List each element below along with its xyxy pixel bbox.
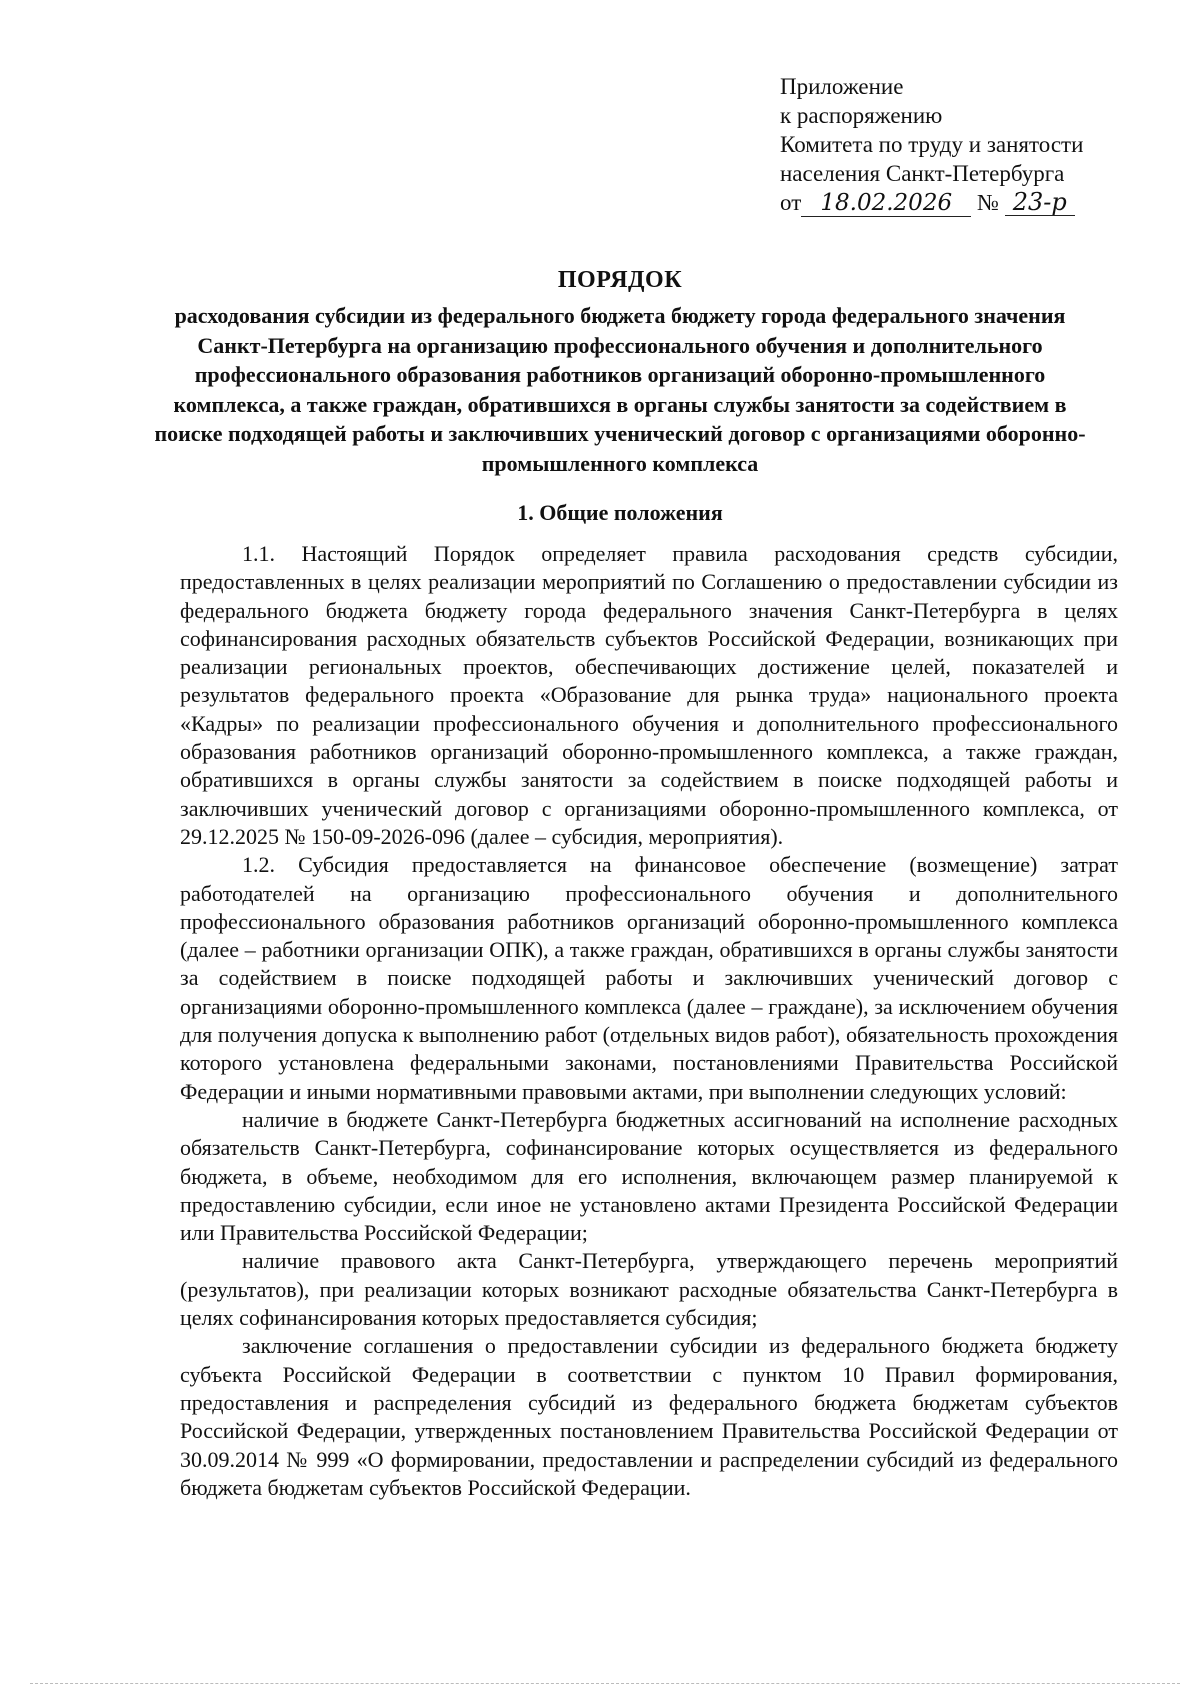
appendix-date-line — [780, 188, 1180, 217]
document-body — [180, 540, 1118, 1502]
section-heading: 1. Общие положения — [517, 500, 723, 525]
number-prefix: № — [977, 190, 999, 215]
appendix-line-2: к распоряжению — [780, 103, 943, 128]
appendix-line-3: Комитета по труду и занятости — [780, 132, 1084, 157]
handwritten-number: 23-р — [1005, 189, 1075, 216]
document-subtitle: расходования субсидии из федерального бюджета бюджету города федерального значения Санкт-Петербурга на организацию профессионального обучения и дополнительного профессионального образования работников организаций оборонно-промышленного комплекса, а также граждан, обратившихся в органы службы занятости за содействием в поиске подходящей работы и заключивших ученический договор с организациями оборонно-промышленного комплекса — [154, 303, 1086, 476]
scan-footer-line — [30, 1683, 1180, 1684]
handwritten-date: 18.02.2026 — [801, 190, 971, 217]
condition-paragraph-1: наличие в бюджете Санкт-Петербурга бюджетных ассигнований на исполнение расходных обязательств Санкт-Петербурга, софинансирование которых осуществляется из федерального бюджета, в объеме, необходимом для его исполнения, включающем размер планируемой к предоставлению субсидии, если иное не установлено актами Президента Российской Федерации или Правительства Российской Федерации; — [180, 1106, 1118, 1246]
document-title: ПОРЯДОК — [557, 267, 683, 293]
paragraph-1-1: 1.1. Настоящий Порядок определяет правила расходования средств субсидии, предоставленных в целях реализации мероприятий по Соглашению о предоставлении субсидии из федерального бюджета бюджету города федерального значения Санкт-Петербурга в целях софинансирования расходных обязательств субъектов Российской Федерации, возникающих при реализации региональных проектов, обеспечивающих достижение целей, показателей и результатов федерального проекта «Образование для рынка труда» национального проекта «Кадры» по реализации профессионального обучения и дополнительного профессионального образования работников организаций оборонно-промышленного комплекса, а также граждан, обратившихся в органы службы занятости за содействием в поиске подходящей работы и заключивших ученический договор с организациями оборонно-промышленного комплекса, от 29.12.2025 № 150-09-2026-096 (далее – субсидия, мероприятия). — [180, 541, 1118, 849]
appendix-line-1: Приложение — [780, 74, 904, 99]
document-title-block — [150, 265, 1090, 478]
appendix-block — [780, 72, 1180, 217]
condition-paragraph-2: наличие правового акта Санкт-Петербурга, утверждающего перечень мероприятий (результатов), при реализации которых возникают расходные обязательства Санкт-Петербурга в целях софинансирования которых предоставляется субсидия; — [180, 1248, 1118, 1331]
paragraph-1-2: 1.2. Субсидия предоставляется на финансовое обеспечение (возмещение) затрат работодателей на организацию профессионального обучения и дополнительного профессионального образования работников организаций оборонно-промышленного комплекса (далее – работники организации ОПК), а также граждан, обратившихся в органы службы занятости за содействием в поиске подходящей работы и заключивших ученический договор с организациями оборонно-промышленного комплекса (далее – граждане), за исключением обучения для получения допуска к выполнению работ (отдельных видов работ), обязательность прохождения которого установлена федеральными законами, постановлениями Правительства Российской Федерации и иными нормативными правовыми актами, при выполнении следующих условий: — [180, 852, 1118, 1104]
date-prefix: от — [780, 190, 802, 215]
appendix-line-4: населения Санкт-Петербурга — [780, 161, 1065, 186]
condition-paragraph-3: заключение соглашения о предоставлении субсидии из федерального бюджета бюджету субъекта Российской Федерации в соответствии с пунктом 10 Правил формирования, предоставления и распределения субсидий из федерального бюджета бюджетам субъектов Российской Федерации, утвержденных постановлением Правительства Российской Федерации от 30.09.2014 № 999 «О формировании, предоставлении и распределении субсидий из федерального бюджета бюджетам субъектов Российской Федерации. — [180, 1333, 1118, 1500]
